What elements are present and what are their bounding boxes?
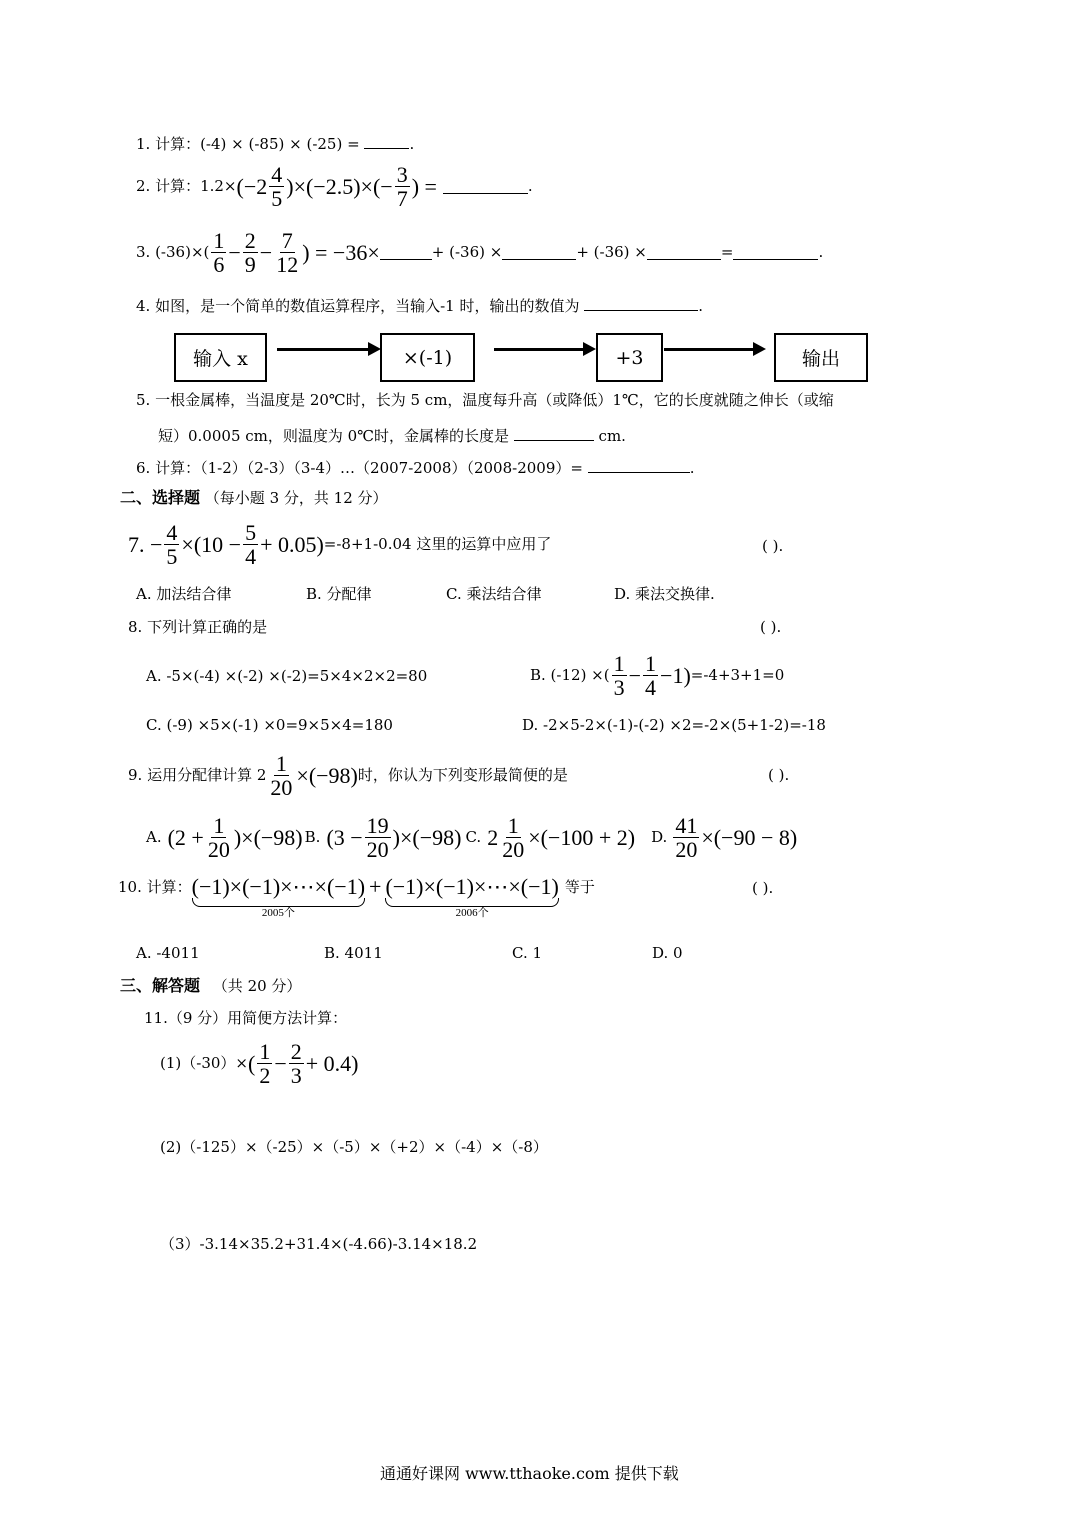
- q3-fraction-2: $\frac{2}{9}$: [244, 228, 256, 278]
- q8b-tail: =-4+3+1=0: [690, 666, 785, 685]
- section-2-heading: [120, 490, 388, 506]
- q9c-end: ×(−100 + 2): [528, 824, 636, 850]
- q6-text: 6. 计算：（1-2）（2-3）（3-4）…（2007-2008）（2008-2009）=: [136, 459, 583, 477]
- q3-minus-1: −: [228, 239, 241, 265]
- q3-prefix: 3. (-36)×(: [136, 243, 210, 262]
- answer-blank: [647, 245, 721, 260]
- question-3: 3. (-36)×( $\frac{1}{6}$ − $\frac{2}{9}$ − $\frac{7}{12}$ ) = −36× + (-36) × + (-36) × = .: [136, 228, 824, 278]
- q11-p1-end: + 0.4): [305, 1050, 359, 1076]
- q9-answer-paren: ( ).: [768, 766, 790, 784]
- q9-option-c-label: C.: [465, 828, 482, 847]
- q5-unit: cm.: [598, 427, 626, 445]
- section-3-title: 三、解答题: [120, 976, 201, 995]
- output-box: 输出: [774, 333, 868, 382]
- q7-fraction-2: $\frac{5}{4}$: [245, 520, 257, 570]
- q9a-start: (2 +: [167, 824, 204, 850]
- q9c-whole: 2: [487, 824, 499, 850]
- q2-fraction-2: $\frac{3}{7}$: [396, 162, 408, 212]
- question-8: 8. 下列计算正确的是: [128, 618, 268, 636]
- question-4: 4. 如图，是一个简单的数值运算程序，当输入-1 时，输出的数值为 .: [136, 297, 704, 315]
- q7-fraction-1: $\frac{4}{5}$: [166, 520, 178, 570]
- underbrace-2: [385, 898, 558, 907]
- arrow-1: [277, 348, 369, 351]
- q7-option-a: A. 加法结合律: [136, 585, 232, 603]
- q9-option-a-label: A.: [146, 828, 162, 847]
- answer-blank: [364, 134, 409, 149]
- q8b-fraction-1: $\frac{1}{3}$: [613, 651, 625, 701]
- question-2: 2. 计算：1.2× (−2 $\frac{4}{5}$ )×(−2.5)×(− $\frac{3}{7}$ ) = .: [136, 162, 533, 212]
- q8-answer-paren: ( ).: [760, 618, 782, 636]
- q9d-fraction: $\frac{41}{20}$: [675, 813, 698, 863]
- q10-option-d: D. 0: [652, 944, 683, 962]
- q8-option-a: A. -5×(-4) ×(-2) ×(-2)=5×4×2×2=80: [146, 667, 428, 685]
- question-7: [128, 521, 551, 568]
- footer-credit: 通通好课网 www.tthaoke.com 提供下载: [380, 1464, 679, 1483]
- q2-mid: )×(−2.5)×(−: [286, 173, 393, 199]
- q3-fraction-3: $\frac{7}{12}$: [276, 228, 299, 278]
- q10-plus: +: [369, 874, 382, 899]
- q9-tail: 时，你认为下列变形最简便的是: [357, 766, 568, 785]
- q10-count-2: 2006个: [455, 907, 489, 919]
- q5-line2-text: 短）0.0005 cm，则温度为 0℃时，金属棒的长度是: [158, 427, 509, 445]
- answer-blank: [584, 296, 698, 311]
- q11-p1-fraction-1: $\frac{1}{2}$: [259, 1039, 271, 1089]
- q8-option-d: D. -2×5-2×(-1)-(-2) ×2=-2×(5+1-2)=-18: [522, 716, 826, 734]
- q10-option-a: A. -4011: [136, 944, 200, 962]
- q11-part-2: (2)（-125）×（-25）×（-5）×（+2）×（-4）×（-8）: [160, 1138, 548, 1156]
- q3-fraction-1: $\frac{1}{6}$: [213, 228, 225, 278]
- q9-option-b-label: B.: [304, 828, 321, 847]
- q7-answer-paren: ( ).: [762, 537, 784, 555]
- q2-fraction-1: $\frac{4}{5}$: [271, 162, 283, 212]
- q8-option-b: [530, 652, 784, 699]
- q10-option-c: C. 1: [512, 944, 543, 962]
- q10-group-1: [191, 874, 366, 919]
- q7-end: + 0.05): [260, 531, 324, 557]
- q9b-end: )×(−98): [392, 824, 462, 850]
- q7-option-b: B. 分配律: [306, 585, 372, 603]
- q7-option-c: C. 乘法结合律: [446, 585, 542, 603]
- q1-text: 1. 计算：(-4) × (-85) × (-25) =: [136, 135, 360, 153]
- q8b-prefix: B. (-12) ×(: [530, 666, 610, 685]
- q2-end: ) =: [411, 173, 437, 199]
- question-9: [128, 752, 568, 799]
- q8b-fraction-2: $\frac{1}{4}$: [645, 651, 657, 701]
- q7-prefix: 7. −: [128, 531, 163, 557]
- question-10: [118, 874, 595, 919]
- underbrace-1: [192, 898, 365, 907]
- q4-text: 4. 如图，是一个简单的数值运算程序，当输入-1 时，输出的数值为: [136, 297, 580, 315]
- answer-blank: [380, 245, 432, 260]
- q10-prefix: 10. 计算：: [118, 877, 192, 896]
- q9b-start: (3 −: [326, 824, 363, 850]
- question-6: 6. 计算：（1-2）（2-3）（3-4）…（2007-2008）（2008-2009）= .: [136, 459, 695, 477]
- q10-count-1: 2005个: [261, 907, 295, 919]
- q8b-minus: −: [628, 662, 642, 688]
- q3-eq: ) = −36×: [302, 239, 380, 265]
- q9c-fraction: $\frac{1}{20}$: [502, 813, 525, 863]
- q11-part-1: [160, 1040, 358, 1087]
- answer-blank: [514, 426, 594, 441]
- q9b-fraction: $\frac{19}{20}$: [366, 813, 389, 863]
- add-box: +3: [596, 333, 663, 382]
- q7-tail: =-8+1-0.04 这里的运算中应用了: [323, 535, 552, 554]
- q10-expression-1: (−1)×(−1)×⋯×(−1): [191, 874, 366, 899]
- q8-option-c: C. (-9) ×5×(-1) ×0=9×5×4=180: [146, 716, 393, 734]
- q7-mid: ×(10 −: [181, 531, 242, 557]
- q9-prefix: 9. 运用分配律计算 2: [128, 766, 267, 785]
- q7-option-d: D. 乘法交换律.: [614, 585, 715, 603]
- q2-prefix: 2. 计算：1.2×: [136, 177, 237, 196]
- section-2-title: 二、选择题: [120, 488, 201, 507]
- question-1: 1. 计算：(-4) × (-85) × (-25) = .: [136, 135, 415, 153]
- section-3-note: （共 20 分）: [212, 977, 302, 995]
- q9d-end: ×(−90 − 8): [701, 824, 798, 850]
- q2-part: (−2: [236, 173, 268, 199]
- q10-expression-2: (−1)×(−1)×⋯×(−1): [385, 874, 559, 899]
- section-2-note: （每小题 3 分，共 12 分）: [204, 489, 388, 507]
- q11-p1-fraction-2: $\frac{2}{3}$: [290, 1039, 302, 1089]
- q10-answer-paren: ( ).: [752, 879, 774, 897]
- q11-part-3: （3）-3.14×35.2+31.4×(-4.66)-3.14×18.2: [160, 1235, 478, 1253]
- q9-option-d-label: D.: [651, 828, 668, 847]
- input-box: 输入 x: [174, 333, 267, 382]
- q3-part-3: =: [720, 243, 734, 262]
- arrow-2: [494, 348, 584, 351]
- q9-options: [146, 814, 797, 861]
- answer-blank: [588, 458, 690, 473]
- q10-group-2: [385, 874, 559, 919]
- q9a-fraction: $\frac{1}{20}$: [207, 813, 230, 863]
- answer-blank: [733, 245, 818, 260]
- arrow-3: [664, 348, 754, 351]
- q3-part-2: + (-36) ×: [576, 243, 647, 262]
- question-5-line-1: 5. 一根金属棒，当温度是 20℃时，长为 5 cm，温度每升高（或降低）1℃，它的长度就随之伸长（或缩: [136, 391, 834, 409]
- q11-p1-minus: −: [274, 1050, 287, 1076]
- q9a-end: )×(−98): [233, 824, 303, 850]
- q10-option-b: B. 4011: [324, 944, 383, 962]
- multiply-box: ×(-1): [380, 333, 475, 382]
- answer-blank: [443, 179, 528, 194]
- question-5-line-2: [158, 426, 626, 444]
- section-3-heading: [120, 978, 301, 994]
- q11-p1-open: (: [247, 1050, 256, 1076]
- question-11: 11.（9 分）用简便方法计算：: [144, 1009, 348, 1027]
- answer-blank: [502, 245, 576, 260]
- q3-minus-2: −: [259, 239, 273, 265]
- q3-part-1: + (-36) ×: [431, 243, 503, 262]
- q10-tail: 等于: [564, 877, 595, 896]
- q9-fraction: $\frac{1}{20}$: [270, 751, 293, 801]
- q11-p1-prefix: (1)（-30）×: [160, 1054, 248, 1073]
- q8b-end: −1): [660, 662, 691, 688]
- q9-mid: ×(−98): [296, 762, 358, 788]
